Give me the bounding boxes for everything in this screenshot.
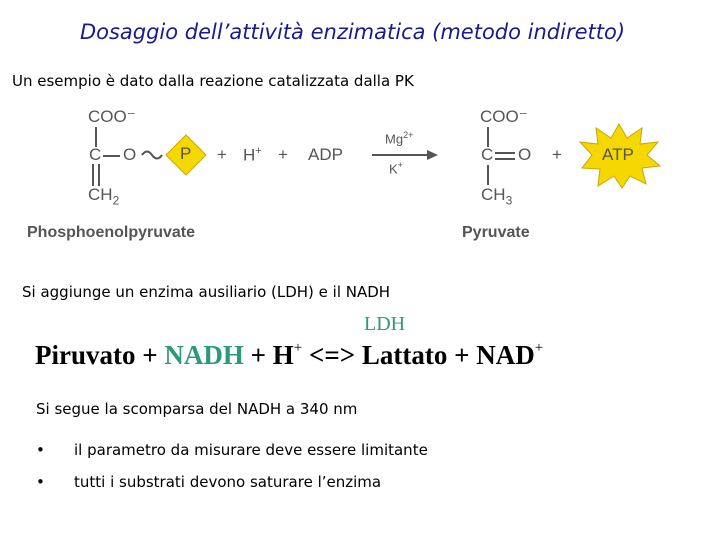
list-item [36, 441, 636, 461]
pyr-co-double-bond-b [495, 158, 515, 160]
pep-oxygen: O [123, 145, 137, 164]
pep-carboxylate: COO⁻ [88, 107, 136, 126]
proton: H+ [243, 145, 262, 165]
equation-nad-charge: + [534, 340, 544, 356]
phosphate-label: P [180, 144, 192, 163]
pyr-co-double-bond-a [495, 152, 515, 154]
adp-label: ADP [308, 145, 343, 164]
plus-sign: + [217, 145, 227, 164]
pep-methylene: $CH_2$ [88, 185, 120, 208]
list-item [36, 473, 636, 493]
slide-title: Dosaggio dell’attività enzimatica (metodo indiretto) [79, 20, 626, 44]
pyr-oxygen: O [518, 145, 532, 164]
pyr-methyl: $CH_3$ [481, 185, 513, 208]
bullet-text: il parametro da misurare deve essere limitante [74, 441, 428, 459]
ldh-enzyme-label: LDH [364, 313, 406, 335]
bullet-icon: • [36, 441, 45, 459]
bullet-icon: • [36, 473, 45, 491]
pyr-carboxylate: COO⁻ [480, 107, 528, 126]
pep-carbon: C [89, 145, 102, 164]
pep-single-bond [95, 127, 97, 147]
pyr-carbon: C [481, 145, 494, 164]
pyr-single-bond [487, 127, 489, 147]
pep-double-bond-a [92, 164, 94, 186]
equation-h: + H [250, 340, 294, 370]
plus-sign: + [278, 145, 288, 164]
equation-arrow: <=> [308, 340, 356, 370]
measurement-text: Si segue la scomparsa del NADH a 340 nm [36, 400, 358, 418]
auxiliary-enzyme-text: Si aggiunge un enzima ausiliario (LDH) e il NADH [22, 283, 391, 301]
plus-sign: + [552, 145, 562, 164]
cofactor-k: K+ [389, 160, 403, 177]
reaction-arrow-icon [372, 149, 438, 161]
pyr-name: Pyruvate [462, 224, 530, 241]
equation-nadh: NADH [164, 340, 244, 370]
pep-name: Phosphoenolpyruvate [27, 224, 196, 241]
intro-text: Un esempio è dato dalla reazione catalizzata dalla PK [12, 72, 414, 90]
equation-piruvato: Piruvato + [35, 340, 158, 370]
ldh-equation [35, 340, 543, 371]
equation-products: Lattato + NAD [361, 340, 535, 370]
cofactor-mg: $Mg^{2+}$ [385, 130, 414, 147]
bullet-text: tutti i substrati devono saturare l’enzima [74, 473, 382, 491]
atp-label: ATP [602, 145, 634, 164]
pep-double-bond-b [98, 164, 100, 186]
pyr-lower-bond [487, 165, 489, 185]
equation-h-charge: + [293, 340, 303, 356]
pep-o-bond [103, 155, 120, 157]
